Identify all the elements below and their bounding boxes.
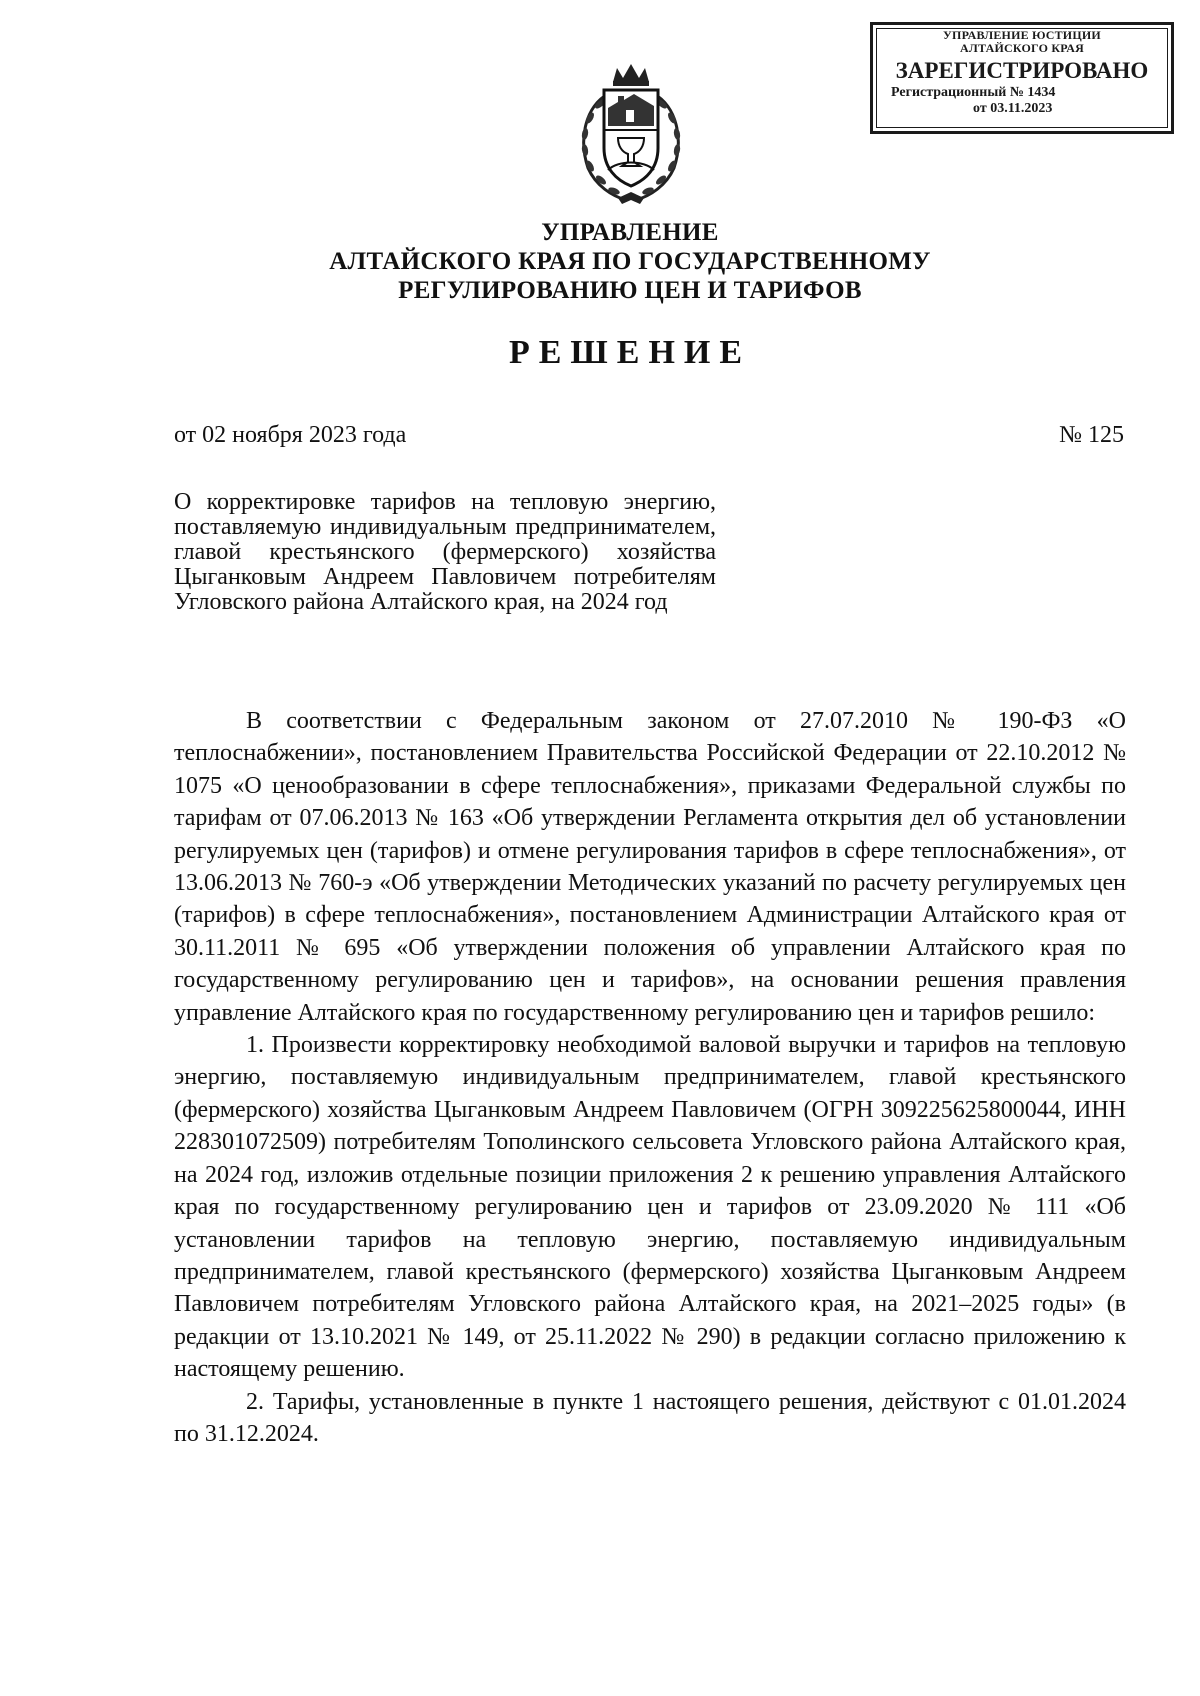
stamp-org-line-2: АЛТАЙСКОГО КРАЯ [960, 41, 1084, 55]
document-body [174, 705, 1126, 1450]
agency-line-2: АЛТАЙСКОГО КРАЯ ПО ГОСУДАРСТВЕННОМУ [329, 248, 931, 275]
registration-stamp [870, 22, 1174, 134]
stamp-date-label: от [973, 101, 987, 116]
stamp-org-line-1: УПРАВЛЕНИЕ ЮСТИЦИИ [943, 28, 1101, 42]
body-item-1: 1. Произвести корректировку необходимой валовой выручки и тарифов на тепловую энергию, поставляемую индивидуальным предпринимателем, главой крестьянского (фермерского) хозяйства Цыганковым Андреем Павловичем (ОГРН 309225625800044, ИНН 228301072509) потребителям Тополинского сельсовета Угловского района Алтайского края, на 2024 год, изложив отдельные позиции приложения 2 к решению управления Алтайского края по государственному регулированию цен и тарифов от 23.09.2020 № 111 «Об установлении тарифов на тепловую энергию, поставляемую индивидуальным предпринимателем, главой крестьянского (фермерского) хозяйства Цыганковым Андреем Павловичем потребителям Угловского района Алтайского края, на 2021–2025 годы» (в редакции от 13.10.2021 № 149, от 25.11.2022 № 290) в редакции согласно приложению к настоящему решению. [174, 1032, 1126, 1383]
body-preamble: В соответствии с Федеральным законом от 27.07.2010 № 190-ФЗ «О теплоснабжении», постановлением Правительства Российской Федерации от 22.10.2012 № 1075 «О ценообразовании в сфере теплоснабжения», приказами Федеральной службы по тарифам от 07.06.2013 № 163 «Об утверждении Регламента открытия дел об установлении регулируемых цен (тарифов) и отмене регулирования тарифов в сфере теплоснабжения», от 13.06.2013 № 760-э «Об утверждении Методических указаний по расчету регулируемых цен (тарифов) в сфере теплоснабжения», постановлением Администрации Алтайского края от 30.11.2011 № 695 «Об утверждении положения об управлении Алтайского края по государственному регулированию цен и тарифов», на основании решения правления управление Алтайского края по государственному регулированию цен и тарифов решило: [174, 708, 1126, 1026]
stamp-date: 03.11.2023 [990, 101, 1053, 116]
document-subject: О корректировке тарифов на тепловую энергию, поставляемую индивидуальным предпринимателем, главой крестьянского (фермерского) хозяйства Цыганковым Андреем Павловичем потребителям Угловского района Алтайского края, на 2024 год [174, 489, 716, 615]
body-item-2: 2. Тарифы, установленные в пункте 1 настоящего решения, действуют с 01.01.2024 по 31.12.2024. [174, 1388, 1126, 1447]
agency-line-3: РЕГУЛИРОВАНИЮ ЦЕН И ТАРИФОВ [398, 277, 862, 304]
stamp-status: ЗАРЕГИСТРИРОВАНО [895, 58, 1149, 83]
stamp-inner-border [876, 28, 1168, 128]
document-number: № 125 [1059, 422, 1124, 448]
agency-name [200, 218, 1060, 305]
document-date: от 02 ноября 2023 года [174, 422, 407, 448]
stamp-reg-number: 1434 [1027, 85, 1056, 100]
agency-line-1: УПРАВЛЕНИЕ [541, 219, 719, 246]
document-type-title: РЕШЕНИЕ [508, 334, 752, 371]
stamp-reg-label: Регистрационный № [891, 85, 1024, 100]
document-meta-row [174, 420, 1124, 452]
altai-krai-coat-of-arms-icon [568, 60, 694, 206]
